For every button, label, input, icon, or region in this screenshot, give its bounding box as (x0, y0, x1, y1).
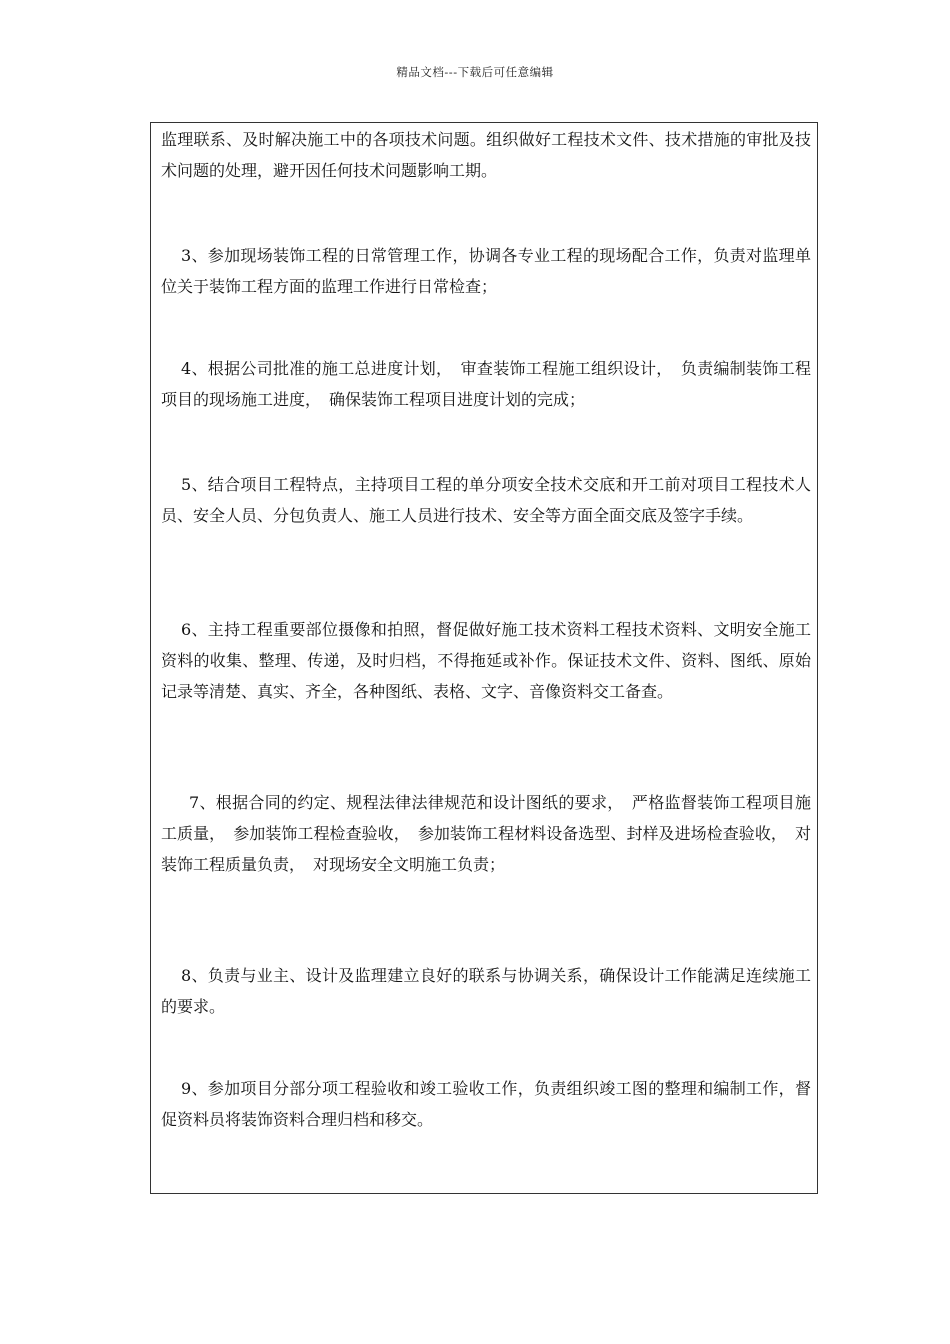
paragraph-item-5: 5、结合项目工程特点，主持项目工程的单分项安全技术交底和开工前对项目工程技术人员、安全人员、分包负责人、施工人员进行技术、安全等方面全面交底及签字手续。 (161, 475, 811, 525)
paragraph-continuation: 监理联系、及时解决施工中的各项技术问题。组织做好工程技术文件、技术措施的审批及技术问题的处理，避开因任何技术问题影响工期。 (161, 130, 811, 180)
content-table-cell (150, 122, 818, 1194)
paragraph-item-7: 7、根据合同的约定、规程法律法律规范和设计图纸的要求， 严格监督装饰工程项目施工质量， 参加装饰工程检查验收， 参加装饰工程材料设备选型、封样及进场检查验收， 对装饰工程质量负责， 对现场安全文明施工负责； (161, 793, 811, 874)
paragraph-item-4: 4、根据公司批准的施工总进度计划， 审查装饰工程施工组织设计， 负责编制装饰工程项目的现场施工进度， 确保装饰工程项目进度计划的完成； (161, 359, 811, 409)
paragraph-item-9: 9、参加项目分部分项工程验收和竣工验收工作，负责组织竣工图的整理和编制工作，督促资料员将装饰资料合理归档和移交。 (161, 1079, 811, 1129)
paragraph-item-6: 6、主持工程重要部位摄像和拍照，督促做好施工技术资料工程技术资料、文明安全施工资料的收集、整理、传递，及时归档，不得拖延或补作。保证技术文件、资料、图纸、原始记录等清楚、真实、齐全，各种图纸、表格、文字、音像资料交工备查。 (161, 620, 811, 701)
paragraph-item-3: 3、参加现场装饰工程的日常管理工作，协调各专业工程的现场配合工作，负责对监理单位关于装饰工程方面的监理工作进行日常检查； (161, 246, 811, 296)
paragraph-item-8: 8、负责与业主、设计及监理建立良好的联系与协调关系，确保设计工作能满足连续施工的要求。 (161, 966, 811, 1016)
page-header: 精品文档---下载后可任意编辑 (396, 65, 554, 79)
